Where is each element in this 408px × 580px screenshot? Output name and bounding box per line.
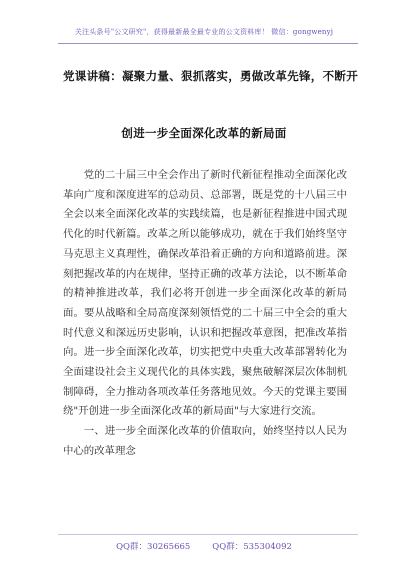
footer-divider (58, 534, 358, 535)
footer-qq-group-1: QQ群：30265665 (116, 542, 191, 552)
header-divider (58, 43, 358, 44)
footer-qq-group-2: QQ群：535304092 (212, 542, 292, 552)
header-note: 关注头条号"公文研究"，获得最新最全最专业的公文资料库！ 微信：gongwenyj (74, 28, 334, 36)
body-paragraph-intro: 党的二十届三中全会作出了新时代新征程推动全面深化改革向广度和深度进军的总动员、总部署，既是党的十八届三中全会以来全面深化改革的实践续篇，也是新征程推进中国式现代化的时代新篇。改革之所以能够成功，就在于我们始终坚守马克思主义真理性，确保改革沿着正确的方向和道路前进。深刻把握改革的内在规律，坚持正确的改革方法论，以不断革命的精神推进改革，我们必将开创进一步全面深化改革的新局面。要从战略和全局高度深刻领悟党的二十届三中全会的重大时代意义和深远历史影响，认识和把握改革意图，把准改革指向。进一步全面深化改革，切实把党中央重大改革部署转化为全面建设社会主义现代化的具体实践，聚焦破解深层次体制机制障碍，全力推动各项改革任务落地见效。今天的党课主要围绕"开创进一步全面深化改革的新局面"与大家进行交流。 (63, 169, 347, 418)
footer (0, 540, 408, 552)
body-section-heading-1: 一、进一步全面深化改革的价值取向，始终坚持以人民为中心的改革理念 (63, 425, 347, 457)
document-title-line-1: 党课讲稿：凝聚力量、狠抓落实，勇做改革先锋，不断开 (63, 69, 358, 83)
document-body (63, 166, 347, 462)
document-title-line-2: 创进一步全面深化改革的新局面 (121, 126, 287, 140)
